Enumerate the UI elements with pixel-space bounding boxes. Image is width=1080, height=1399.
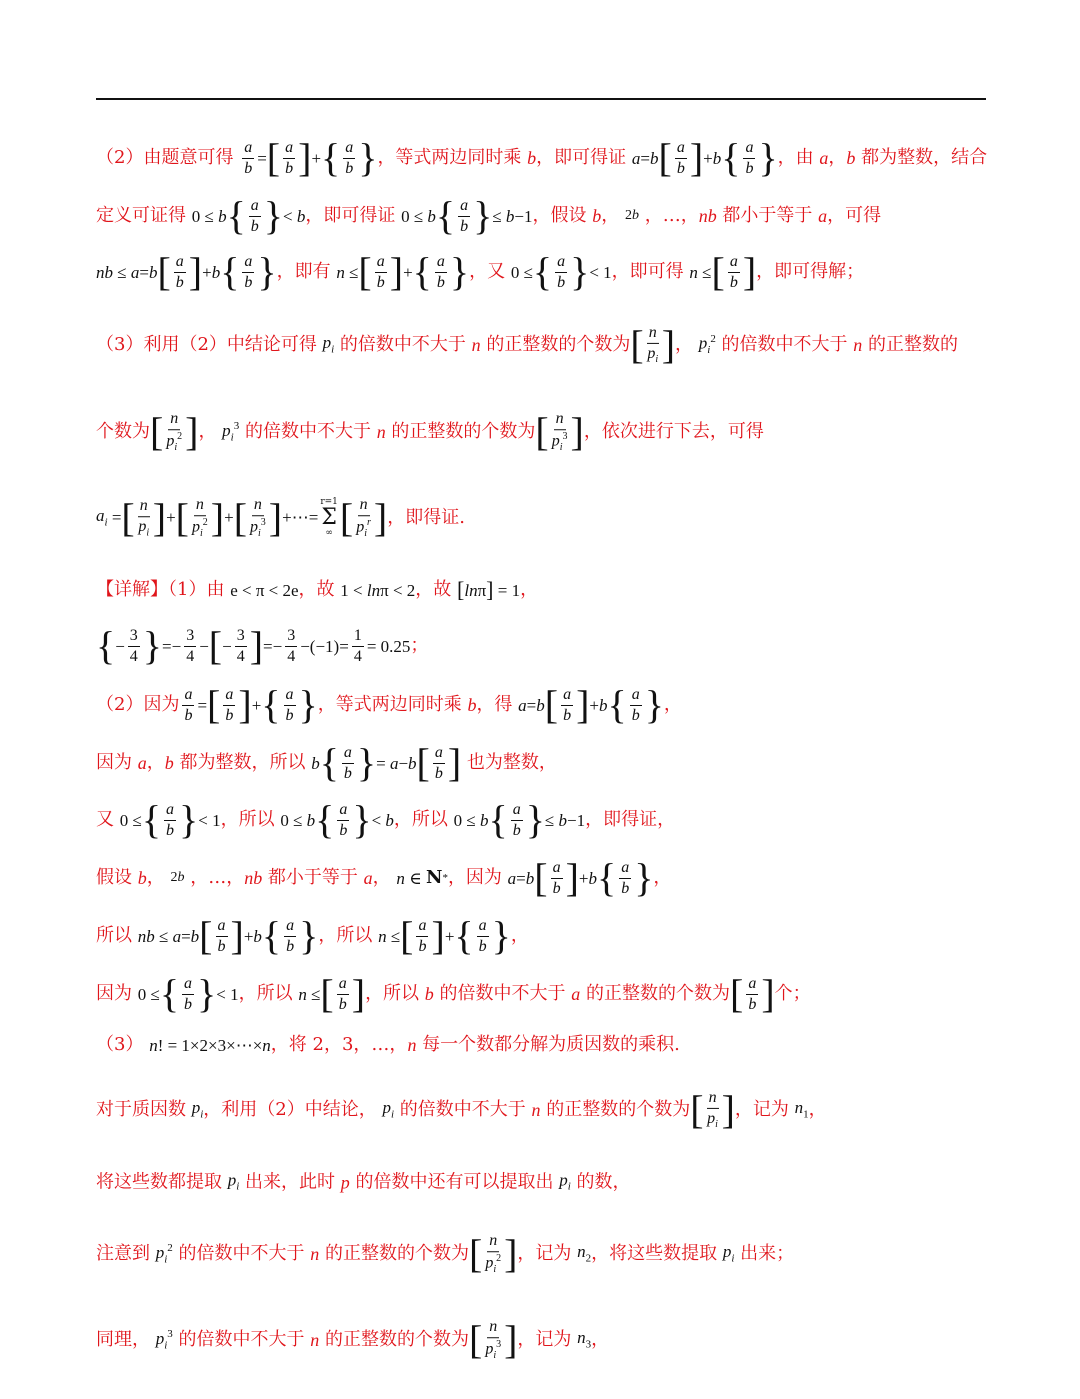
- text-line-2: 定义可证得 0 ≤ b { $\frac{a}{b}$ } < b ，即可得证 0 ≤ b { $\frac{a}{b}$ } ≤ b −1 ，假设 b ， 2 b ，…， nb 都小于等于 a ，可得: [96, 193, 882, 238]
- text-line-11: 又 0 ≤ { $\frac{a}{b}$ } < 1 ，所以 0 ≤ b { $\frac{a}{b}$ } < b ，所以 0 ≤ b { $\frac{a}{b}$ } ≤ b −1 ，即得证，: [96, 797, 676, 842]
- text-line-14: 因为 0 ≤ { $\frac{a}{b}$ } < 1 ，所以 n ≤ [ $\frac{a}{b}$ ] ，所以 b 的倍数中不大于 a 的正整数的个数为 [ $\frac{a}{b}$ ] 个；: [96, 971, 811, 1016]
- text-line-3: nb ≤ a = b [ $\frac{a}{b}$ ] + b { $\frac{a}{b}$ } ，即有 n ≤ [ $\frac{a}{b}$ ] + { $\frac{a}{b}$ } ，又 0 ≤ { $\frac{a}{b}$ } < 1 ，即可得 n ≤ [ $\frac{a}{b}$ ] ，即可得解；: [96, 249, 865, 294]
- text-line-15: （3） n ! = 1×2×3×⋯× n ，将 2，3，…， n 每一个数都分解为质因数的乘积.: [96, 1034, 680, 1055]
- header-rule: [96, 98, 986, 100]
- text-line-7: 【详解】（1）由 e < π < 2e ，故 1 < ln π < 2 ，故 [ ln π ] = 1 ，: [96, 577, 539, 602]
- text-line-5: 个数为 [ $\frac{n}{p_i^2}$ ] ， $p_i^3$ 的倍数中不大于 n 的正整数的个数为 [ $\frac{n}{p_i^3}$ ] ，依次进行下去，可得: [96, 408, 764, 454]
- text-line-12: 假设 b ， 2 b ，…， nb 都小于等于 a ， n ∈ N * ，因为 a = b [ $\frac{a}{b}$ ] + b { $\frac{a}{b}$ } ，: [96, 855, 672, 900]
- text-line-8: { − $\frac{3}{4}$ } =− $\frac{3}{4}$ − [ − $\frac{3}{4}$ ] =− $\frac{3}{4}$ −(−1)= $\frac{1}{4}$ = 0.25 ；: [96, 623, 429, 668]
- text-line-17: 将这些数都提取 $p_i$ 出来，此时 p 的倍数中还有可以提取出 $p_i$ 的数，: [96, 1170, 631, 1193]
- text-line-6: $a_i$ = [ $\frac{n}{p_i}$ ] + [ $\frac{n}{p_i^2}$ ] + [ $\frac{n}{p_i^3}$ ] +⋯= r=1 Σ ∞ [ $\frac{n}{p_i^r}$ ] ，即得证.: [96, 494, 465, 540]
- text-line-13: 所以 nb ≤ a = b [ $\frac{a}{b}$ ] + b { $\frac{a}{b}$ } ，所以 n ≤ [ $\frac{a}{b}$ ] + { $\frac{a}{b}$ } ，: [96, 913, 529, 958]
- text-line-1: （2）由题意可得 $\frac{a}{b}$ = [ $\frac{a}{b}$ ] + { $\frac{a}{b}$ } ，等式两边同时乘 b ，即可得证 a = b [ $\frac{a}{b}$ ] + b { $\frac{a}{b}$ } ，由 a ， b 都为整数，结合: [96, 135, 988, 180]
- text-line-19: 同理， $p_i^3$ 的倍数中不大于 n 的正整数的个数为 [ $\frac{n}{p_i^3}$ ] ，记为 $n_3$ ，: [96, 1316, 610, 1362]
- text-line-4: （3）利用（2）中结论可得 $p_i$ 的倍数中不大于 n 的正整数的个数为 [ $\frac{n}{p_i}$ ] ， $p_i^2$ 的倍数中不大于 n 的正整数的: [96, 322, 959, 367]
- text-line-18: 注意到 $p_i^2$ 的倍数中不大于 n 的正整数的个数为 [ $\frac{n}{p_i^2}$ ] ，记为 $n_2$ ，将这些数提取 $p_i$ 出来；: [96, 1230, 795, 1276]
- text-line-10: 因为 a ， b 都为整数，所以 b { $\frac{a}{b}$ } = a − b [ $\frac{a}{b}$ ] 也为整数，: [96, 740, 557, 785]
- text-line-16: 对于质因数 $p_i$ ，利用（2）中结论， $p_i$ 的倍数中不大于 n 的正整数的个数为 [ $\frac{n}{p_i}$ ] ，记为 $n_1$ ，: [96, 1087, 827, 1132]
- text-line-9: （2）因为 $\frac{a}{b}$ = [ $\frac{a}{b}$ ] + { $\frac{a}{b}$ } ，等式两边同时乘 b ，得 a = b [ $\frac{a}{b}$ ] + b { $\frac{a}{b}$ } ，: [96, 682, 682, 727]
